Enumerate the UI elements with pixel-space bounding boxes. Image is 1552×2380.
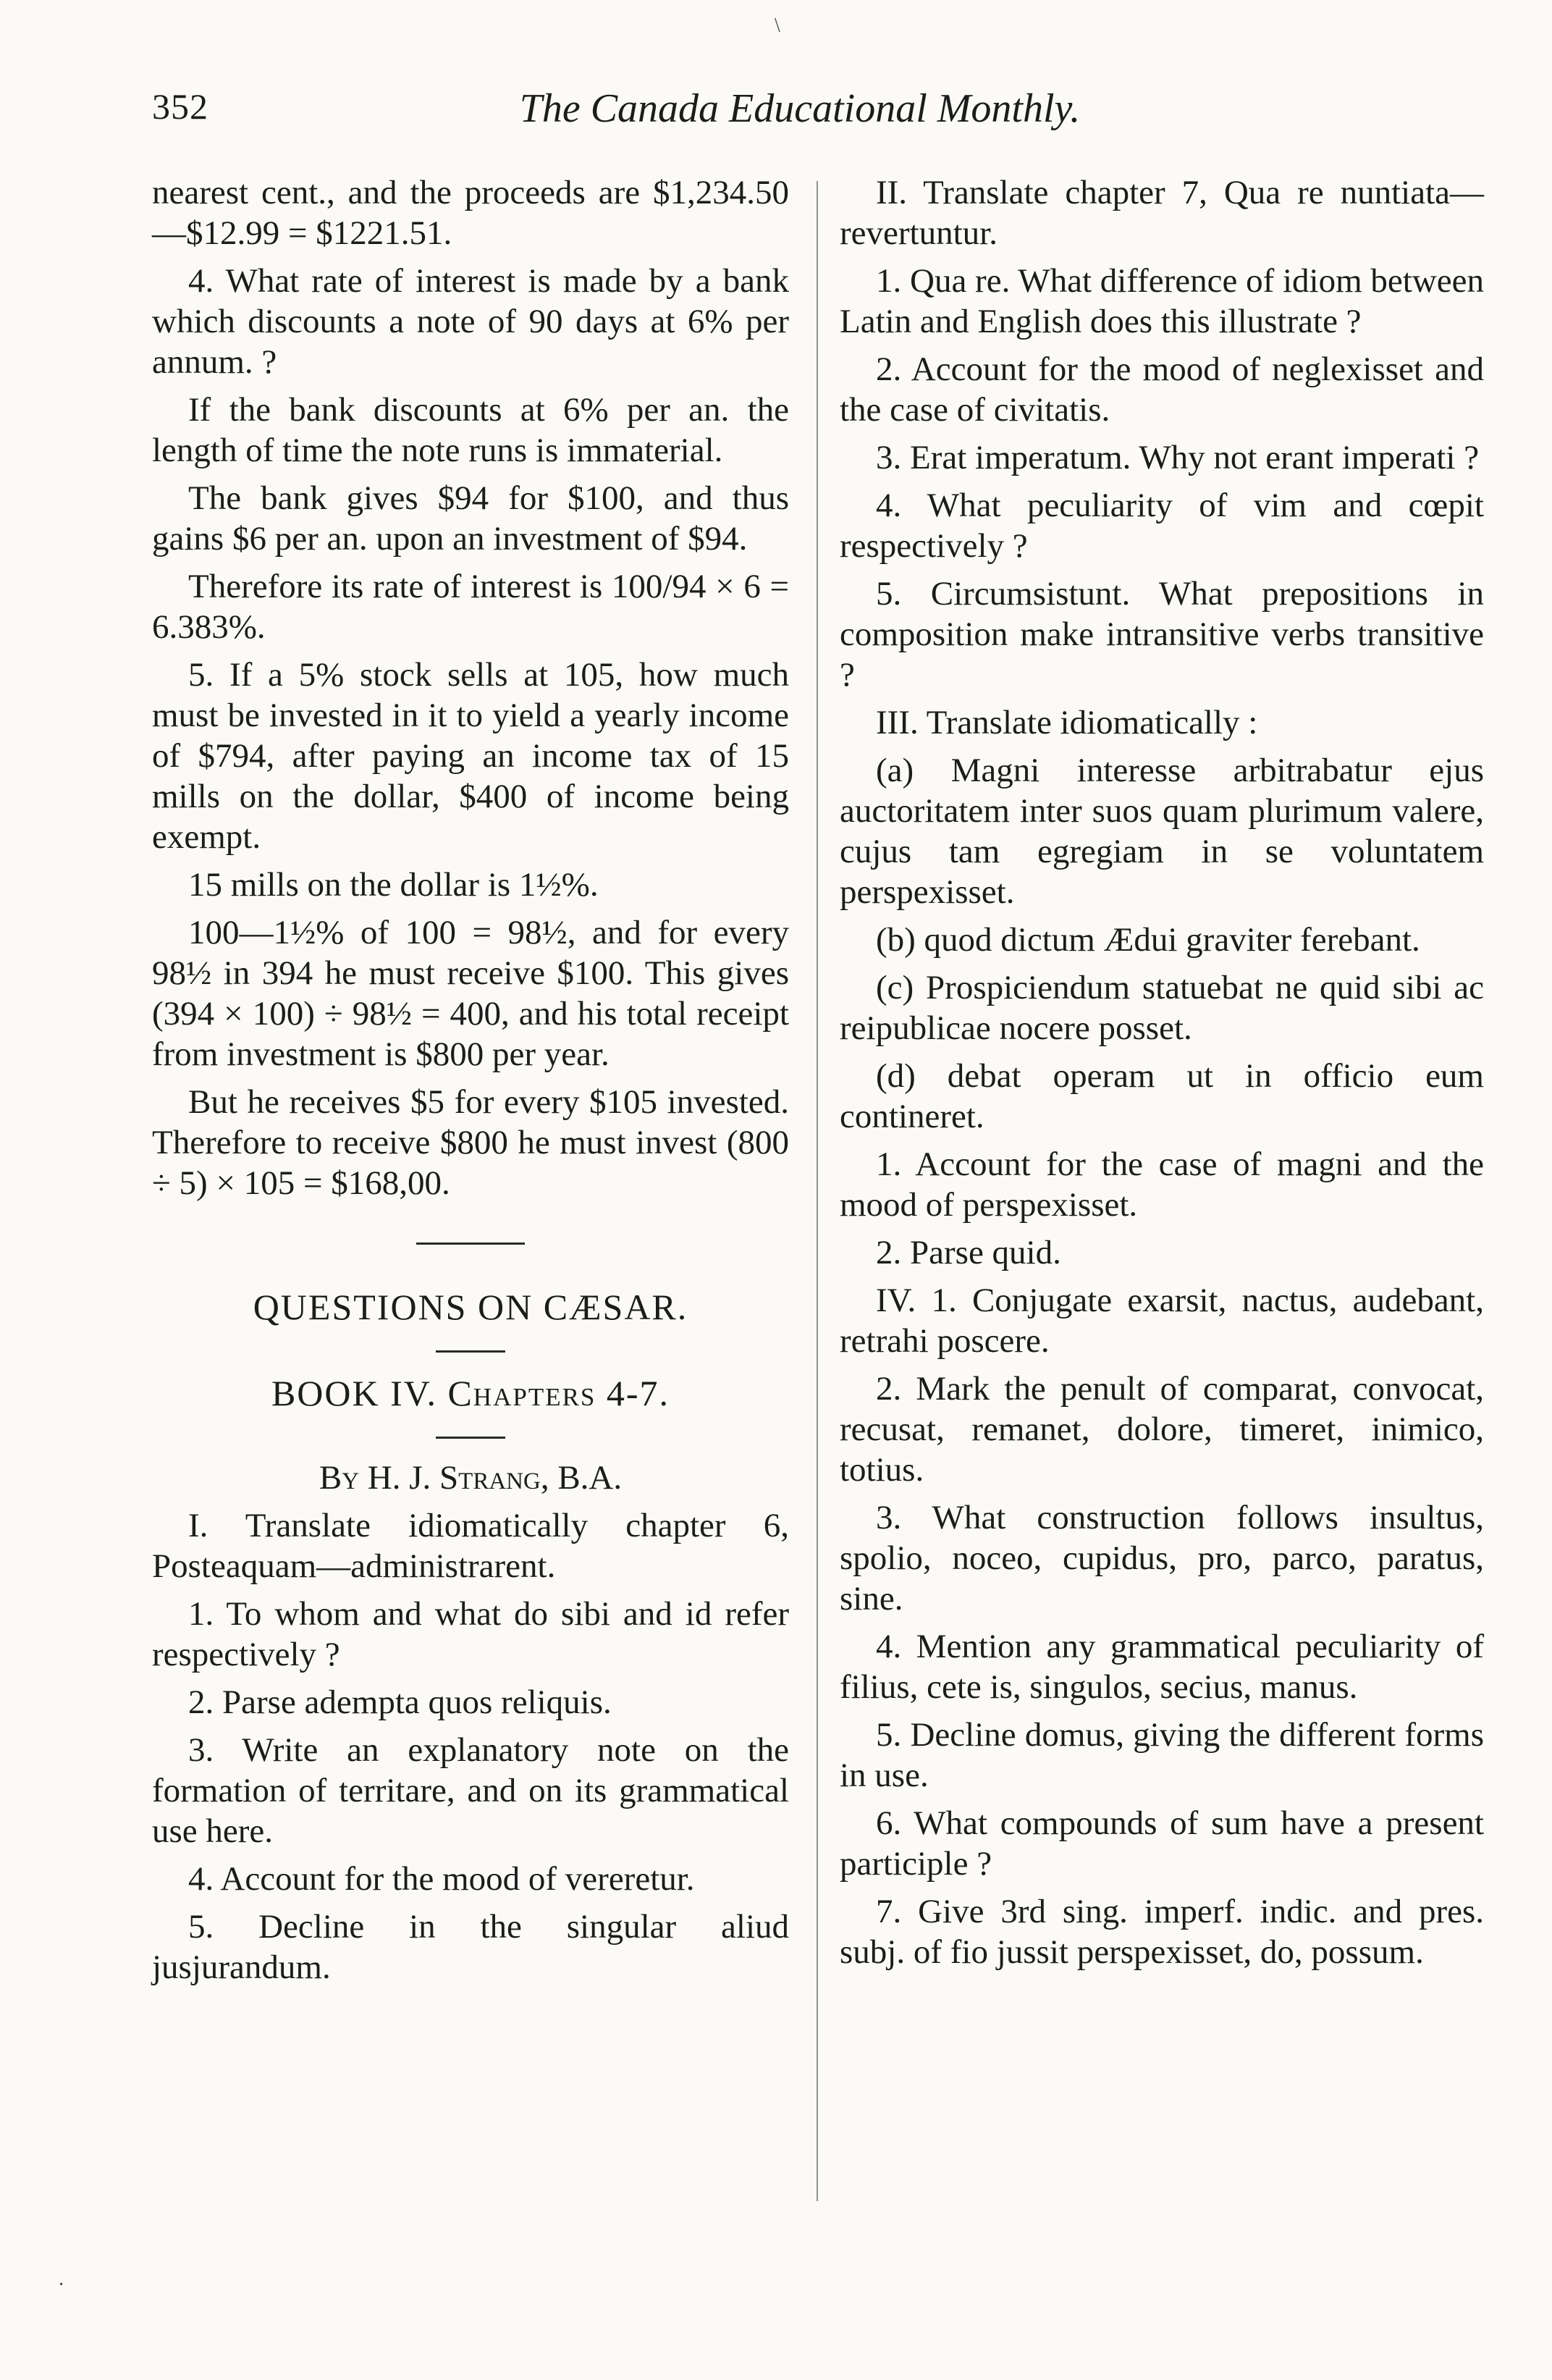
question: III. Translate idiomatically :	[876, 704, 1258, 741]
question: (b) quod dictum Ædui graviter ferebant.	[876, 921, 1420, 959]
question: 5. Decline in the singular aliud jusjurandum.	[152, 1908, 789, 1986]
paragraph: 5. If a 5% stock sells at 105, how much must be invested in it to yield a yearly income of $794, after paying an income tax of 15 mills on the dollar, $400 of income being exempt.	[152, 656, 789, 856]
question: 3. Erat imperatum. Why not erant imperati ?	[876, 439, 1480, 476]
scan-mark-top: \	[775, 14, 780, 37]
paragraph: 4. What rate of interest is made by a bank which discounts a note of 90 days at 6% per annum. ?	[152, 262, 789, 381]
question: (d) debat operam ut in officio eum contineret.	[840, 1057, 1484, 1135]
question: 5. Decline domus, giving the different forms in use.	[840, 1716, 1484, 1794]
paragraph: Therefore its rate of interest is 100/94 × 6 = 6.383%.	[152, 568, 789, 646]
scan-mark-bottom: ·	[58, 2274, 65, 2296]
question: 1. To whom and what do sibi and id refer respectively ?	[152, 1595, 789, 1673]
left-column	[152, 172, 789, 1995]
column-divider	[817, 181, 818, 2201]
question: 2. Mark the penult of comparat, convocat, recusat, remanet, dolore, timeret, inimico, totius.	[840, 1370, 1484, 1489]
chapters-label: Chapters 4-7.	[447, 1373, 670, 1413]
section-rule	[416, 1242, 525, 1245]
question: 3. What construction follows insultus, spolio, noceo, cupidus, pro, parco, paratus, sine.	[840, 1499, 1484, 1618]
heading-rule	[436, 1437, 505, 1439]
page-number: 352	[152, 86, 208, 127]
book-label: BOOK IV.	[271, 1373, 437, 1413]
question: 7. Give 3rd sing. imperf. indic. and pres. subj. of fio jussit perspexisset, do, possum.	[840, 1893, 1484, 1971]
author-byline: By H. J. Strang, B.A.	[319, 1459, 623, 1497]
question: 2. Account for the mood of neglexisset and the case of civitatis.	[840, 350, 1484, 429]
paragraph: 100—1½% of 100 = 98½, and for every 98½ in 394 he must receive $100. This gives (394 × 100) ÷ 98½ = 400, and his total receipt from investment is $800 per year.	[152, 914, 789, 1073]
question: II. Translate chapter 7, Qua re nuntiata—revertuntur.	[840, 174, 1484, 252]
question: I. Translate idiomatically chapter 6, Posteaquam—administrarent.	[152, 1507, 789, 1585]
question: 2. Parse adempta quos reliquis.	[188, 1683, 612, 1721]
question: 4. What peculiarity of vim and cœpit respectively ?	[840, 487, 1484, 565]
paragraph: The bank gives $94 for $100, and thus gains $6 per an. upon an investment of $94.	[152, 479, 789, 558]
page-header	[152, 85, 1448, 136]
heading-rule	[436, 1350, 505, 1353]
question: 4. Mention any grammatical peculiarity of filius, cete is, singulos, secius, manus.	[840, 1628, 1484, 1706]
paragraph: But he receives $5 for every $105 invested. Therefore to receive $800 he must invest (800 ÷ 5) × 105 = $168,00.	[152, 1083, 789, 1202]
paragraph: If the bank discounts at 6% per an. the length of time the note runs is immaterial.	[152, 391, 789, 469]
question: 4. Account for the mood of vereretur.	[188, 1860, 695, 1898]
paragraph: nearest cent., and the proceeds are $1,234.50—$12.99 = $1221.51.	[152, 174, 789, 252]
running-title: The Canada Educational Monthly.	[519, 86, 1081, 131]
question: 1. Account for the case of magni and the mood of perspexisset.	[840, 1145, 1484, 1224]
question: IV. 1. Conjugate exarsit, nactus, audebant, retrahi poscere.	[840, 1282, 1484, 1360]
question: 5. Circumsistunt. What prepositions in composition make intransitive verbs transitive ?	[840, 575, 1484, 694]
right-column	[840, 172, 1484, 1980]
question: 6. What compounds of sum have a present participle ?	[840, 1804, 1484, 1883]
question: (c) Prospiciendum statuebat ne quid sibi ac reipublicae nocere posset.	[840, 969, 1484, 1047]
question: 1. Qua re. What difference of idiom between Latin and English does this illustrate ?	[840, 262, 1485, 340]
question: (a) Magni interesse arbitrabatur ejus auctoritatem inter suos quam plurimum valere, cujus tam egregiam in se voluntatem perspexisset.	[840, 752, 1484, 911]
section-heading: QUESTIONS ON CÆSAR.	[253, 1287, 688, 1327]
question: 2. Parse quid.	[876, 1234, 1061, 1271]
book-heading	[152, 1371, 789, 1415]
question: 3. Write an explanatory note on the formation of territare, and on its grammatical use here.	[152, 1731, 789, 1850]
paragraph: 15 mills on the dollar is 1½%.	[188, 866, 599, 904]
